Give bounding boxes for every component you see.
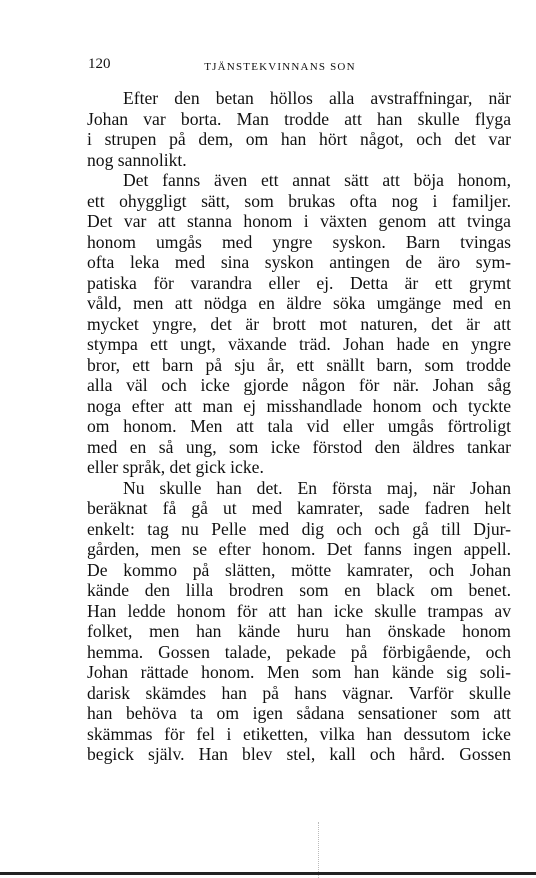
page-number: 120: [88, 56, 111, 72]
body-text: [87, 88, 511, 765]
text-line: han behöva ta om igen sådana sensationer som att: [87, 703, 511, 723]
text-line: skämmas för fel i etiketten, vilka han dessutom icke: [87, 723, 511, 744]
text-line: hemma. Gossen talade, pekade på förbigående, och: [87, 641, 511, 662]
text-line: om honom. Men att tala vid eller umgås förtroligt: [87, 416, 511, 436]
text-line: Han ledde honom för att han icke skulle trampas av: [87, 600, 511, 621]
text-line: ett ohyggligt sätt, som brukas ofta nog i familjer.: [87, 190, 511, 211]
text-line: darisk skämdes han på hans vägnar. Varför skulle: [87, 682, 511, 703]
text-line: folket, men han kände huru han önskade honom: [87, 621, 511, 641]
text-line: våld, men att nödga en äldre söka umgänge med en: [87, 293, 511, 313]
paragraph: [87, 170, 511, 478]
text-line: Det var att stanna honom i växten genom att tvinga: [87, 211, 511, 231]
text-line: nog sannolikt.: [87, 149, 187, 170]
fold-mark: [318, 822, 320, 878]
running-header: [0, 61, 536, 73]
paragraph: [87, 88, 511, 170]
text-line: begick själv. Han blev stel, kall och hård. Gossen: [87, 744, 511, 764]
text-line: stympa ett ungt, växande träd. Johan hade en yngre: [87, 334, 511, 354]
text-line: kände den lilla brodren som en black om benet.: [87, 580, 511, 600]
text-line: bror, ett barn på sju år, ett snällt barn, som trodde: [87, 354, 511, 375]
text-line: mycket yngre, det är brott mot naturen, det är att: [87, 313, 511, 334]
text-line: med en så ung, som icke förstod den äldres tankar: [87, 436, 511, 457]
text-line: noga efter att man ej misshandlade honom och tyckte: [87, 395, 511, 416]
text-line: Nu skulle han det. En första maj, när Johan: [123, 477, 511, 498]
bottom-rule: [0, 872, 536, 875]
paragraph: [87, 478, 511, 765]
text-line: enkelt: tag nu Pelle med dig och och gå till Djur-: [87, 518, 511, 539]
text-line: Det fanns även ett annat sätt att böja honom,: [123, 170, 511, 190]
text-line: alla väl och icke gjorde någon för när. Johan såg: [87, 375, 511, 395]
text-line: ofta leka med sina syskon antingen de äro sym-: [87, 252, 511, 272]
text-line: gården, men se efter honom. Det fanns ingen appell.: [87, 539, 511, 559]
text-line: patiska för varandra eller ej. Detta är ett grymt: [87, 272, 511, 293]
text-line: Johan rättade honom. Men som han kände sig soli-: [87, 662, 511, 682]
running-header-text: TJÄNSTEKVINNANS SON: [204, 61, 356, 73]
text-line: Efter den betan höllos alla avstraffningar, när: [123, 88, 511, 108]
text-line: eller språk, det gick icke.: [87, 457, 264, 477]
text-line: i strupen på dem, om han hört något, och det var: [87, 129, 511, 149]
text-line: De kommo på slätten, mötte kamrater, och Johan: [87, 559, 511, 580]
text-line: Johan var borta. Man trodde att han skulle flyga: [87, 108, 511, 129]
text-line: honom umgås med yngre syskon. Barn tvingas: [87, 231, 511, 252]
text-line: beräknat få gå ut med kamrater, sade fadren helt: [87, 498, 511, 518]
